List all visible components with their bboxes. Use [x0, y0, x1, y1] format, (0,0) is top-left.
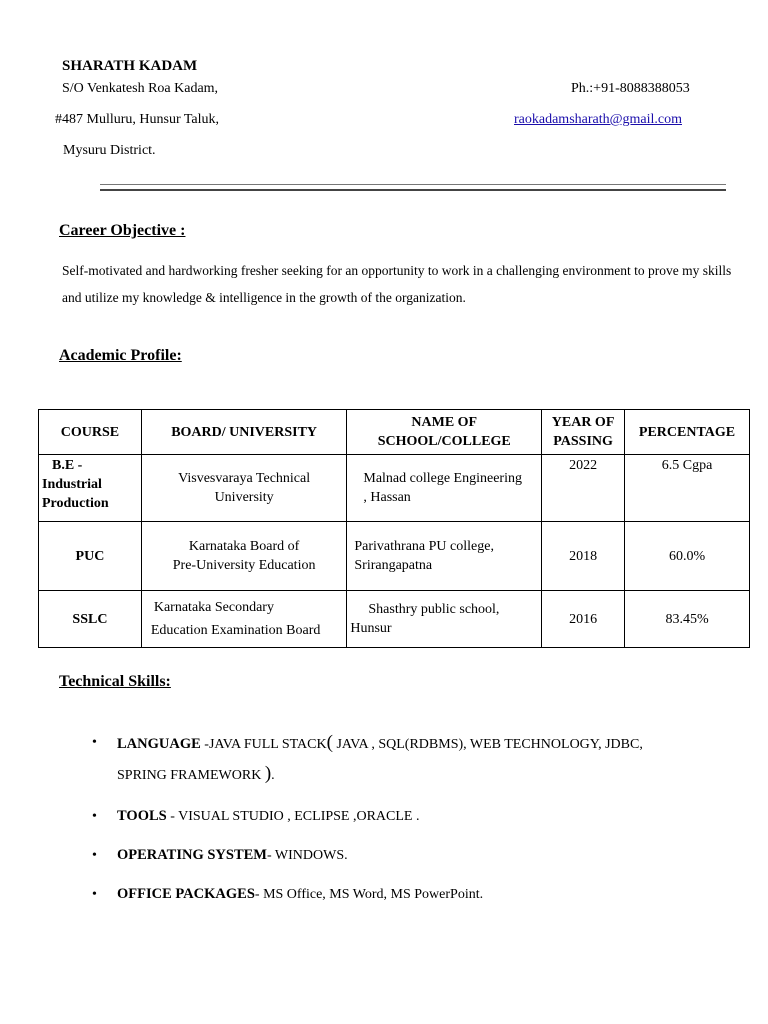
- skill-value: JAVA , SQL(RDBMS), WEB TECHNOLOGY, JDBC,: [332, 737, 643, 752]
- header-divider-thick: [100, 189, 726, 191]
- list-item: [92, 880, 732, 909]
- percentage-cell: 83.45%: [625, 591, 750, 648]
- school-line-2: , Hassan: [363, 490, 411, 505]
- school-line-1: Malnad college Engineering: [363, 471, 522, 486]
- skill-value: - WINDOWS.: [267, 848, 348, 863]
- header-course: COURSE: [39, 410, 142, 455]
- school-line-1: Shasthry public school,: [368, 602, 500, 617]
- address-line-3: Mysuru District.: [63, 143, 156, 158]
- header-year: [542, 410, 625, 455]
- percentage-cell: 6.5 Cgpa: [625, 455, 750, 522]
- skill-value: - MS Office, MS Word, MS PowerPoint.: [254, 887, 484, 902]
- header-year-line-1: YEAR OF: [551, 415, 615, 430]
- table-row: [39, 591, 750, 648]
- candidate-name: SHARATH KADAM: [62, 58, 198, 74]
- academic-table: [38, 409, 750, 648]
- percentage-cell: 60.0%: [625, 522, 750, 591]
- header-board: BOARD/ UNIVERSITY: [141, 410, 347, 455]
- skill-prefix: -JAVA FULL STACK: [200, 737, 327, 752]
- board-cell: [141, 455, 347, 522]
- school-line-2: Hunsur: [350, 621, 392, 636]
- course-cell: SSLC: [39, 591, 142, 648]
- close-paren: ): [264, 763, 272, 784]
- skill-value: - VISUAL STUDIO , ECLIPSE ,ORACLE .: [166, 809, 420, 824]
- course-line-1: B.E -: [52, 458, 83, 473]
- open-paren: (: [326, 732, 333, 753]
- board-cell: [141, 591, 347, 648]
- table-row: [39, 522, 750, 591]
- email-link[interactable]: raokadamsharath@gmail.com: [514, 112, 682, 127]
- table-header-row: [39, 410, 750, 455]
- board-line-1: Karnataka Secondary: [153, 600, 274, 615]
- course-line-3: Production: [42, 496, 109, 511]
- board-cell: [141, 522, 347, 591]
- skill-key: TOOLS: [117, 808, 167, 824]
- header-school-line-1: NAME OF: [411, 415, 478, 430]
- list-item: [92, 728, 732, 790]
- skill-key: LANGUAGE: [117, 736, 201, 752]
- board-line-1: Karnataka Board of: [188, 539, 300, 554]
- academic-profile-heading: Academic Profile:: [59, 347, 182, 364]
- skill-value-2: SPRING FRAMEWORK: [117, 768, 265, 783]
- header-percentage: PERCENTAGE: [625, 410, 750, 455]
- board-line-2: Pre-University Education: [172, 558, 316, 573]
- list-item: [92, 841, 732, 870]
- header-school-line-2: SCHOOL/COLLEGE: [377, 434, 511, 449]
- address-line-1: S/O Venkatesh Roa Kadam,: [62, 81, 219, 96]
- list-item: [92, 802, 732, 831]
- header-year-line-2: PASSING: [553, 434, 613, 449]
- header-school: [347, 410, 542, 455]
- board-line-2: University: [214, 490, 274, 505]
- course-cell: PUC: [39, 522, 142, 591]
- phone-number: Ph.:+91-8088388053: [571, 81, 690, 96]
- address-line-2: #487 Mulluru, Hunsur Taluk,: [55, 112, 220, 127]
- career-objective-text: Self-motivated and hardworking fresher seeking for an opportunity to work in a challenging environment to prove my skills and utilize my knowledge & intelligence in the growth of the organization.: [62, 263, 732, 305]
- skills-list: [92, 728, 732, 909]
- year-cell: 2016: [542, 591, 625, 648]
- school-cell: [347, 591, 542, 648]
- technical-skills-heading: Technical Skills:: [59, 673, 171, 690]
- school-cell: [347, 522, 542, 591]
- board-line-2: Education Examination Board: [150, 623, 321, 638]
- course-line-2: Industrial: [42, 477, 102, 492]
- skill-key: OFFICE PACKAGES: [117, 886, 255, 902]
- school-line-1: Parivathrana PU college,: [354, 539, 494, 554]
- board-line-1: Visvesvaraya Technical: [178, 471, 311, 486]
- school-cell: [347, 455, 542, 522]
- header-divider-thin: [100, 184, 726, 185]
- year-cell: 2022: [542, 455, 625, 522]
- table-row: [39, 455, 750, 522]
- year-cell: 2018: [542, 522, 625, 591]
- career-objective-heading: Career Objective :: [59, 222, 186, 239]
- skill-key: OPERATING SYSTEM: [117, 847, 267, 863]
- skill-end: .: [271, 768, 275, 783]
- school-line-2: Srirangapatna: [354, 558, 433, 573]
- course-cell: [39, 455, 142, 522]
